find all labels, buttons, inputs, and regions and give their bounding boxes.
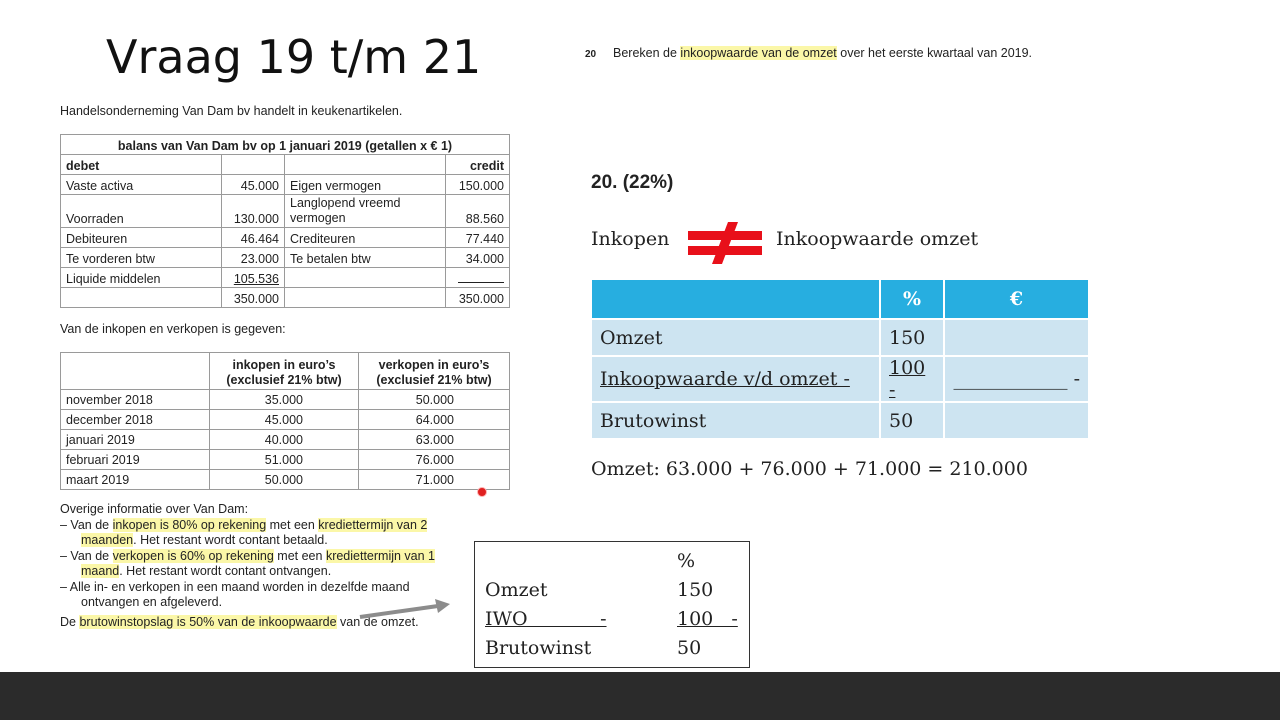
balance-sheet-table <box>60 134 510 308</box>
box-pct-header: % <box>677 550 696 572</box>
purchases-sales-table <box>60 352 510 490</box>
balance-row: Te vorderen btw 23.000 Te betalen btw 34.000 <box>61 248 510 268</box>
table-row: Inkoopwaarde v/d omzet - 100 - ____________ - <box>591 356 1089 402</box>
other-heading: Overige informatie over Van Dam: <box>60 502 249 516</box>
bottom-bar <box>0 672 1280 720</box>
table-row: Omzet 150 <box>591 319 1089 356</box>
bullet-same-month: – Alle in- en verkopen in een maand worden in dezelfde maand ontvangen en afgeleverd. <box>60 579 410 609</box>
table-row: januari 2019 40.000 63.000 <box>61 430 510 450</box>
table-row: maart 2019 50.000 71.000 <box>61 470 510 490</box>
case-intro: Handelsonderneming Van Dam bv handelt in keukenartikelen. <box>60 104 403 118</box>
col-sales: verkopen in euro’s (exclusief 21% btw) <box>359 353 510 390</box>
inkopen-label: Inkopen <box>591 228 670 250</box>
question-number: 20 <box>585 49 597 60</box>
balance-row: Debiteuren 46.464 Crediteuren 77.440 <box>61 228 510 248</box>
markup-text: De brutowinstopslag is 50% van de inkoopwaarde van de omzet. <box>60 614 419 629</box>
balance-title: balans van Van Dam bv op 1 januari 2019 (getallen x € 1) <box>61 135 510 155</box>
balance-row: Liquide middelen 105.536 <box>61 268 510 288</box>
omzet-formula: Omzet: 63.000 + 76.000 + 71.000 = 210.000 <box>591 458 1028 480</box>
col-purchases: inkopen in euro’s (exclusief 21% btw) <box>210 353 359 390</box>
pct-header: % <box>880 279 944 319</box>
question-20: 20 Bereken de inkoopwaarde van de omzet over het eerste kwartaal van 2019. <box>585 46 1035 63</box>
balance-total-row: 350.000 350.000 <box>61 288 510 308</box>
balance-row: Vaste activa 45.000 Eigen vermogen 150.000 <box>61 175 510 195</box>
bullet-purchases: – Van de inkopen is 80% op rekening met een krediettermijn van 2 maanden. Het restant wordt contant betaald. <box>60 517 428 547</box>
table-row: februari 2019 51.000 76.000 <box>61 450 510 470</box>
slide-title: Vraag 19 t/m 21 <box>106 30 482 84</box>
answer-heading: 20. (22%) <box>591 172 674 193</box>
calculation-table <box>590 278 1090 440</box>
table-row: Brutowinst 50 <box>591 402 1089 439</box>
arrow-icon <box>358 598 454 622</box>
summary-box: % Omzet 150 IWO - 100 - Brutowinst 50 <box>474 541 750 668</box>
table-row: november 2018 35.000 50.000 <box>61 390 510 410</box>
table-row: december 2018 45.000 64.000 <box>61 410 510 430</box>
credit-label: credit <box>446 155 510 175</box>
purchases-intro: Van de inkopen en verkopen is gegeven: <box>60 322 286 336</box>
debit-label: debet <box>61 155 222 175</box>
balance-row: Voorraden 130.000 Langlopend vreemd vermogen 88.560 <box>61 195 510 228</box>
not-equal-icon <box>688 222 762 264</box>
inkoopwaarde-omzet-label: Inkoopwaarde omzet <box>776 228 979 250</box>
bullet-sales: – Van de verkopen is 60% op rekening met een krediettermijn van 1 maand. Het restant wordt contant ontvangen. <box>60 548 436 578</box>
eur-header: € <box>944 279 1089 319</box>
pointer-dot <box>477 487 487 497</box>
